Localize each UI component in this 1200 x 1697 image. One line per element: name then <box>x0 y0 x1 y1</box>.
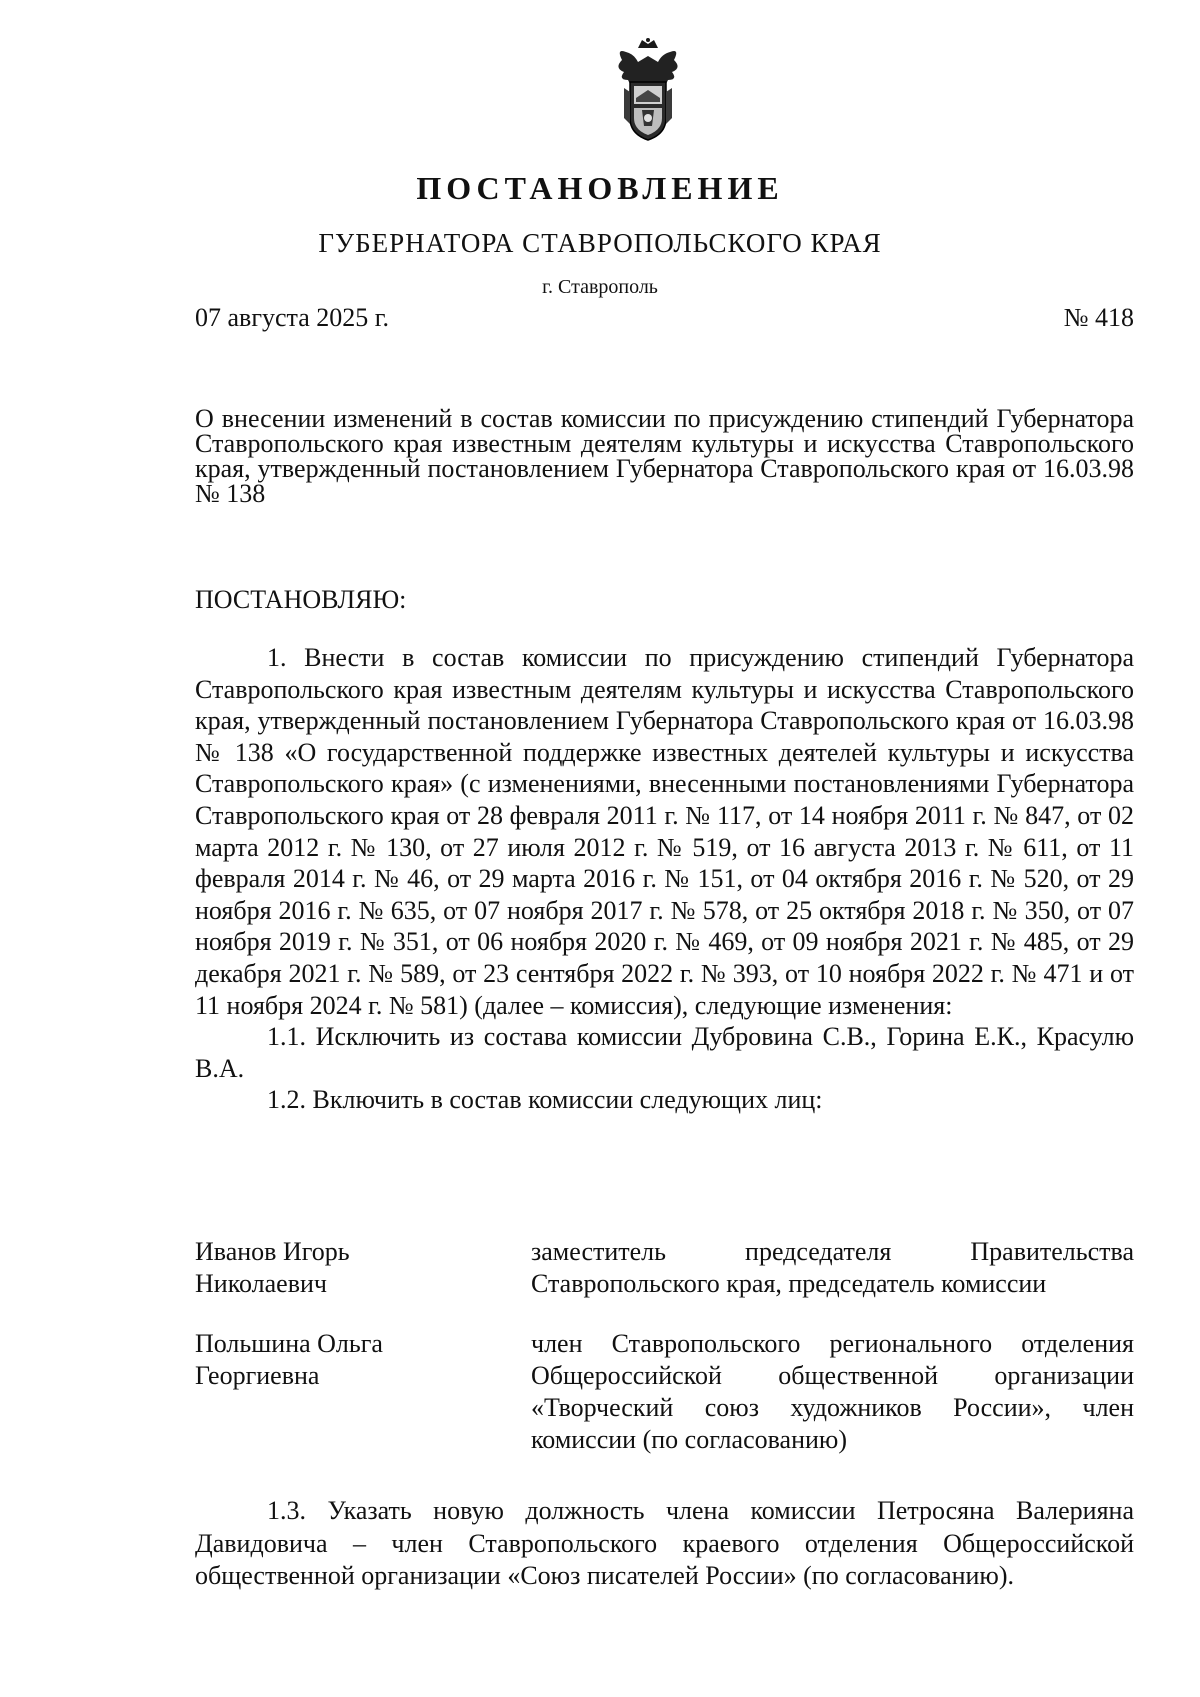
person-name-line2: Николаевич <box>195 1269 327 1298</box>
document-title: ПОСТАНОВЛЕНИЕ <box>416 170 784 206</box>
item-1: 1. Внести в состав комиссии по присуждению стипендий Губернатора Ставропольского края известным деятелям культуры и искусства Ставропольского края, утвержденный постановлением Губернатора Ставропольского края от 16.03.98 № 138 «О государственной поддержке известных деятелей культуры и искусства Ставропольского края» (с изменениями, внесенными постановлениями Губернатора Ставропольского края от 28 февраля 2011 г. № 117, от 14 ноября 2011 г. № 847, от 02 марта 2012 г. № 130, от 27 июля 2012 г. № 519, от 16 августа 2013 г. № 611, от 11 февраля 2014 г. № 46, от 29 марта 2016 г. № 151, от 04 октября 2016 г. № 520, от 29 ноября 2016 г. № 635, от 07 ноября 2017 г. № 578, от 25 октября 2018 г. № 350, от 07 ноября 2019 г. № 351, от 06 ноября 2020 г. № 469, от 09 ноября 2021 г. № 485, от 29 декабря 2021 г. № 589, от 23 сентября 2022 г. № 393, от 10 ноября 2022 г. № 471 и от 11 ноября 2024 г. № 581) (далее – комиссия), следующие изменения: <box>195 643 1134 1020</box>
document-heading: О внесении изменений в состав комиссии по присуждению стипендий Губернатора Ставропольского края известным деятелям культуры и искусства Ставропольского края, утвержденный постановлением Губернатора Ставропольского края от 16.03.98 № 138 <box>195 404 1134 508</box>
item-1-3: 1.3. Указать новую должность члена комиссии Петросяна Валерияна Давидовича – член Ставропольского краевого отделения Общероссийской общественной организации «Союз писателей России» (по согласованию). <box>195 1496 1134 1590</box>
person-name-line1: Иванов Игорь <box>195 1237 350 1266</box>
document-date: 07 августа 2025 г. <box>195 303 389 332</box>
item-1-2: 1.2. Включить в состав комиссии следующих лиц: <box>267 1085 823 1115</box>
person-name-line2: Георгиевна <box>195 1361 320 1390</box>
coat-of-arms-icon <box>612 38 684 143</box>
decree-word: ПОСТАНОВЛЯЮ: <box>195 585 407 614</box>
item-1-3-block <box>195 1495 1134 1593</box>
person-name <box>195 1328 495 1392</box>
document-number: № 418 <box>1063 303 1134 332</box>
decree-body <box>195 642 1134 1116</box>
document-city: г. Ставрополь <box>542 276 658 298</box>
person-name <box>195 1236 495 1300</box>
person-role: член Ставропольского регионального отделения Общероссийской общественной организации «Творческий союз художников России», член комиссии (по согласованию) <box>531 1329 1134 1454</box>
person-role: заместитель председателя Правительства Ставропольского края, председатель комиссии <box>531 1237 1134 1298</box>
document-subtitle: ГУБЕРНАТОРА СТАВРОПОЛЬСКОГО КРАЯ <box>318 228 882 258</box>
item-1-1: 1.1. Исключить из состава комиссии Дубровина С.В., Горина Е.К., Красулю В.А. <box>195 1022 1134 1083</box>
person-name-line1: Польшина Ольга <box>195 1329 383 1358</box>
